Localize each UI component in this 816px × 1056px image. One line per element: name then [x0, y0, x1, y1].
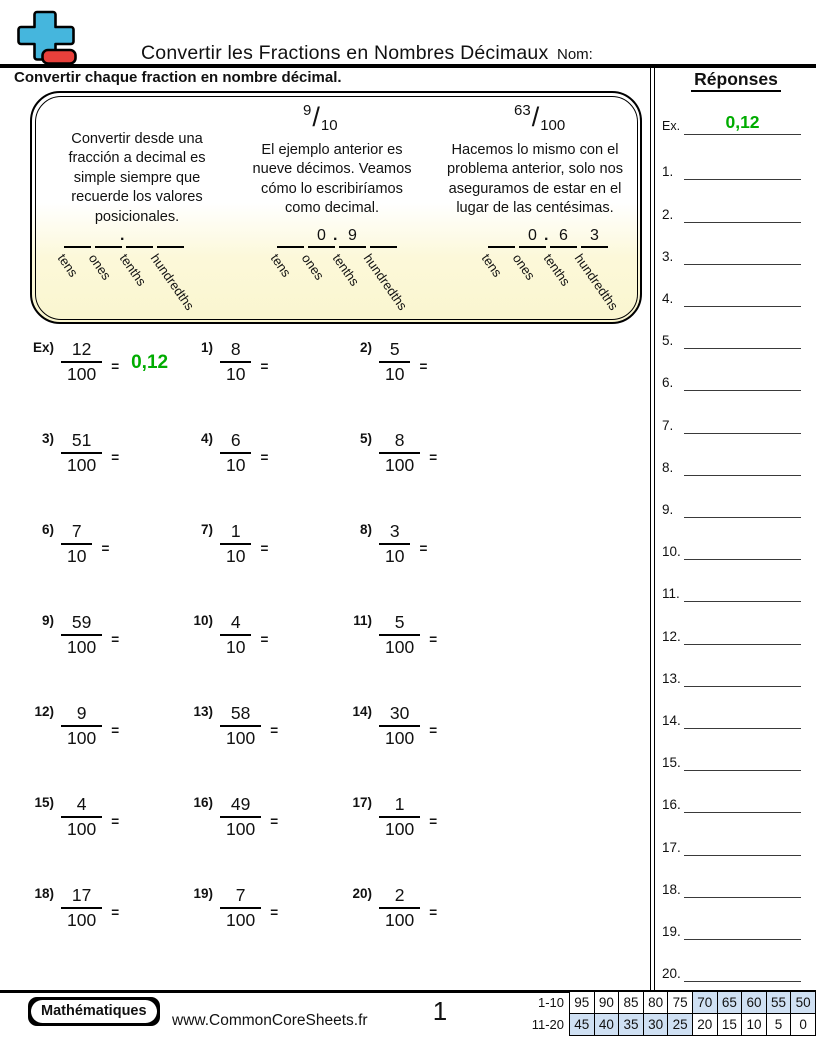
equals-sign: = — [111, 450, 120, 465]
place-value-digit — [64, 226, 91, 248]
score-cell: 20 — [692, 1014, 717, 1036]
score-cell: 70 — [692, 992, 717, 1014]
fraction — [379, 430, 420, 476]
answer-number: 6. — [662, 375, 674, 391]
equals-sign: = — [429, 905, 438, 920]
problem-number: 16) — [193, 795, 213, 810]
equals-sign: = — [111, 723, 120, 738]
brand-label: Mathématiques — [31, 1000, 157, 1023]
problem-number: 12) — [34, 704, 54, 719]
answer-blank — [684, 911, 801, 940]
problem-number: 5) — [359, 431, 372, 446]
score-cell: 90 — [594, 992, 619, 1014]
fraction — [379, 794, 420, 840]
problem — [169, 789, 328, 880]
answer-row — [660, 659, 812, 687]
answer-number: 2. — [662, 206, 674, 222]
score-cell: 40 — [594, 1014, 619, 1036]
answer-number: 13. — [662, 670, 681, 686]
answer-row — [660, 954, 812, 982]
score-cell: 55 — [766, 992, 791, 1014]
answers-title-text: Réponses — [691, 69, 781, 92]
place-value-slot — [540, 226, 577, 289]
problem — [328, 789, 487, 880]
place-value-slot — [85, 226, 125, 283]
answer-number: 9. — [662, 502, 674, 517]
answer-blank — [684, 194, 801, 223]
answer-blank — [684, 827, 801, 856]
place-value-slot — [116, 226, 153, 289]
answer-blank — [684, 106, 801, 135]
fraction — [220, 612, 251, 658]
answer-number: 7. — [662, 417, 674, 433]
answer-row — [660, 785, 812, 813]
score-table — [524, 991, 816, 1036]
problem — [10, 425, 169, 516]
fraction-denominator: 100 — [220, 907, 261, 931]
problem-number: Ex) — [32, 340, 54, 355]
fraction-denominator: 10 — [220, 634, 251, 658]
place-value-chart-3 — [478, 226, 622, 313]
fraction-numerator: 8 — [230, 339, 241, 359]
place-value-slot — [571, 226, 622, 313]
answer-number: 18. — [662, 881, 681, 897]
problem — [10, 334, 169, 425]
place-value-slot — [54, 226, 91, 280]
answer-blank — [684, 700, 801, 729]
answer-number: 4. — [662, 291, 674, 306]
equals-sign: = — [270, 814, 279, 829]
score-cell: 80 — [643, 992, 668, 1014]
problem-number: 9) — [41, 613, 54, 628]
fraction-slash: / — [312, 102, 320, 132]
problems-grid — [10, 334, 487, 971]
answer-row — [660, 363, 812, 391]
fraction-numerator: 3 — [389, 521, 400, 541]
place-value-digit: 0 — [308, 226, 335, 248]
score-range-label: 11-20 — [531, 1017, 564, 1032]
fraction-numerator: 5 — [389, 339, 400, 359]
problem-number: 1) — [200, 340, 213, 355]
equals-sign: = — [260, 359, 269, 374]
place-value-slot — [147, 226, 198, 313]
answer-number: 16. — [662, 797, 681, 813]
score-cell: 15 — [717, 1014, 742, 1036]
answer-blank — [684, 742, 801, 771]
place-value-label: ones — [509, 251, 539, 283]
fraction-denominator: 100 — [61, 725, 102, 749]
fraction-numerator: 6 — [230, 430, 241, 450]
fraction — [61, 612, 102, 658]
fraction — [61, 885, 102, 931]
answer-row — [660, 870, 812, 898]
score-range-label: 1-10 — [537, 995, 564, 1010]
place-value-chart-1 — [54, 226, 198, 313]
fraction-numerator: 5 — [394, 612, 405, 632]
fraction — [379, 612, 420, 658]
score-cell: 95 — [570, 992, 595, 1014]
place-value-label: tenths — [116, 251, 150, 289]
problem-number: 6) — [41, 522, 54, 537]
place-value-digit: 0 — [519, 226, 546, 248]
answer-number: 14. — [662, 713, 681, 728]
answer-row — [660, 406, 812, 434]
page-title: Convertir les Fractions en Nombres Décimaux — [141, 42, 549, 64]
decimal-point-icon: . — [333, 227, 338, 244]
place-value-slot — [329, 226, 366, 289]
answer-row — [660, 152, 812, 180]
fraction-numerator: 4 — [76, 794, 87, 814]
equals-sign: = — [429, 814, 438, 829]
fraction-denominator: 10 — [379, 361, 410, 385]
answer-number: 17. — [662, 839, 681, 855]
answer-blank — [684, 236, 801, 265]
website-text: www.CommonCoreSheets.fr — [172, 1012, 368, 1029]
example-paragraph-3: Hacemos lo mismo con el problema anterior, solo nos aseguramos de estar en el lugar de las centésimas. — [446, 142, 624, 217]
answer-value: 0,12 — [725, 112, 760, 132]
equals-sign: = — [260, 632, 269, 647]
fraction-denominator: 10 — [379, 543, 410, 567]
fraction — [379, 885, 420, 931]
place-value-label: ones — [298, 251, 328, 283]
problem — [169, 516, 328, 607]
answer-blank — [684, 531, 801, 560]
problem-answer: 0,12 — [131, 352, 169, 373]
score-cell: 30 — [643, 1014, 668, 1036]
equals-sign: = — [270, 905, 279, 920]
place-value-slot — [298, 226, 338, 283]
page-number: 1 — [432, 996, 448, 1026]
problem-number: 10) — [193, 613, 213, 628]
answer-blank — [684, 953, 801, 982]
fraction-numerator: 7 — [71, 521, 82, 541]
fraction — [220, 430, 251, 476]
answer-blank — [684, 405, 801, 434]
answer-number: 11. — [662, 586, 680, 602]
fraction — [61, 430, 102, 476]
problem — [169, 698, 328, 789]
problem — [10, 607, 169, 698]
problem — [328, 425, 487, 516]
place-value-label: tens — [478, 251, 506, 280]
place-value-digit — [126, 226, 153, 248]
example-paragraph-2: El ejemplo anterior es nueve décimos. Veamos cómo lo escribiríamos como decimal. — [252, 142, 412, 217]
decimal-point-icon: . — [120, 227, 125, 244]
answer-row — [660, 448, 812, 476]
fraction-denominator: 100 — [379, 816, 420, 840]
answer-number: 8. — [662, 459, 674, 475]
place-value-digit — [488, 226, 515, 248]
answer-row — [660, 107, 812, 135]
header-rule — [0, 64, 816, 68]
problem-number: 18) — [34, 886, 54, 901]
answer-blank — [684, 784, 801, 813]
answer-row — [660, 321, 812, 349]
example-paragraph-1: Convertir desde una fracción a decimal es simple siempre que recuerde los valores posicionales. — [68, 131, 206, 225]
fraction — [61, 703, 102, 749]
problem — [169, 880, 328, 971]
fraction-numerator: 59 — [71, 612, 92, 632]
answer-blank — [684, 658, 801, 687]
equals-sign: = — [270, 723, 279, 738]
fraction-denominator: 100 — [61, 634, 102, 658]
fraction-numerator: 8 — [394, 430, 405, 450]
fraction-denominator: 10 — [220, 543, 251, 567]
place-value-label: tenths — [329, 251, 363, 289]
place-value-label: hundredths — [571, 251, 622, 313]
answer-number: 5. — [662, 333, 674, 349]
name-label: Nom: — [557, 46, 593, 63]
answer-number: 3. — [662, 248, 674, 264]
fraction-numerator: 58 — [230, 703, 251, 723]
place-value-label: ones — [85, 251, 115, 283]
fraction-denominator: 10 — [220, 452, 251, 476]
fraction-numerator: 1 — [230, 521, 241, 541]
fraction-numerator: 4 — [230, 612, 241, 632]
answer-blank — [684, 151, 801, 180]
answer-row — [660, 532, 812, 560]
answer-row — [660, 743, 812, 771]
answer-row — [660, 828, 812, 856]
example-fraction-63-100 — [514, 98, 566, 134]
place-value-chart-2 — [267, 226, 411, 313]
fraction-denominator: 100 — [379, 725, 420, 749]
place-value-digit: 6 — [550, 226, 577, 248]
place-value-slot — [267, 226, 304, 280]
score-cell: 10 — [742, 1014, 767, 1036]
problem — [169, 607, 328, 698]
problem-number: 14) — [352, 704, 372, 719]
fraction-numerator: 17 — [71, 885, 92, 905]
answer-row — [660, 195, 812, 223]
fraction — [379, 339, 410, 385]
score-cell: 25 — [668, 1014, 693, 1036]
answer-row — [660, 701, 812, 729]
fraction-numerator: 9 — [76, 703, 87, 723]
problem-number: 15) — [34, 795, 54, 810]
fraction-denominator: 100 — [379, 907, 420, 931]
fraction-denominator: 10 — [61, 543, 92, 567]
fraction-denominator: 100 — [379, 634, 420, 658]
problem-number: 17) — [352, 795, 372, 810]
fraction-denominator: 10 — [220, 361, 251, 385]
problem-number: 11) — [353, 613, 372, 628]
fraction-denominator: 100 — [379, 452, 420, 476]
place-value-slot — [478, 226, 515, 280]
answer-number: 12. — [662, 628, 681, 644]
problem — [328, 698, 487, 789]
fraction-slash: / — [531, 102, 540, 132]
answer-blank — [684, 489, 801, 518]
answer-row — [660, 279, 812, 307]
score-cell: 0 — [791, 1014, 816, 1036]
equals-sign: = — [419, 359, 428, 374]
answer-number: 20. — [662, 966, 681, 982]
fraction — [61, 521, 92, 567]
fraction-denominator: 100 — [61, 816, 102, 840]
fraction-numerator: 1 — [394, 794, 405, 814]
example-fraction-numerator: 63 — [514, 102, 531, 119]
problem-number: 13) — [193, 704, 213, 719]
fraction — [220, 339, 251, 385]
place-value-digit — [370, 226, 397, 248]
problem-number: 4) — [200, 431, 213, 446]
equals-sign: = — [101, 541, 110, 556]
answer-row — [660, 574, 812, 602]
answer-blank — [684, 278, 801, 307]
answer-number: Ex. — [662, 119, 681, 133]
equals-sign: = — [260, 541, 269, 556]
place-value-label: tenths — [540, 251, 574, 289]
problem-number: 19) — [193, 886, 213, 901]
answer-blank — [684, 573, 801, 602]
equals-sign: = — [260, 450, 269, 465]
fraction — [220, 794, 261, 840]
score-cell: 35 — [619, 1014, 644, 1036]
answer-number: 1. — [662, 164, 674, 180]
example-fraction-numerator: 9 — [303, 102, 312, 119]
fraction-numerator: 2 — [394, 885, 405, 905]
problem — [328, 880, 487, 971]
problem-number: 2) — [359, 340, 372, 355]
place-value-label: hundredths — [360, 251, 411, 313]
equals-sign: = — [111, 632, 120, 647]
equals-sign: = — [111, 359, 120, 374]
problem-number: 3) — [41, 431, 54, 446]
problem — [10, 698, 169, 789]
place-value-digit: 9 — [339, 226, 366, 248]
answer-blank — [684, 616, 801, 645]
place-value-label: tens — [267, 251, 295, 280]
fraction-numerator: 12 — [71, 339, 92, 359]
score-cell: 75 — [668, 992, 693, 1014]
answer-row — [660, 490, 812, 518]
answer-number: 19. — [662, 924, 681, 939]
equals-sign: = — [429, 450, 438, 465]
equals-sign: = — [429, 723, 438, 738]
problem — [10, 789, 169, 880]
example-fraction-9-10 — [303, 98, 338, 134]
place-value-slot — [360, 226, 411, 313]
fraction-denominator: 100 — [220, 816, 261, 840]
problem-number: 20) — [352, 886, 372, 901]
answer-row — [660, 617, 812, 645]
score-cell: 65 — [717, 992, 742, 1014]
answer-blank — [684, 447, 801, 476]
fraction — [220, 521, 251, 567]
score-row — [524, 1014, 815, 1036]
answer-number: 15. — [662, 755, 681, 771]
problem-number: 7) — [200, 522, 213, 537]
brand-badge — [28, 997, 160, 1026]
score-cell: 45 — [570, 1014, 595, 1036]
score-cell: 5 — [766, 1014, 791, 1036]
problem-number: 8) — [359, 522, 372, 537]
fraction-numerator: 7 — [235, 885, 246, 905]
fraction-denominator: 100 — [220, 725, 261, 749]
problem — [10, 516, 169, 607]
answer-number: 10. — [662, 544, 681, 560]
problem — [328, 334, 487, 425]
problem — [328, 607, 487, 698]
score-cell: 60 — [742, 992, 767, 1014]
answer-blank — [684, 362, 801, 391]
fraction — [220, 885, 261, 931]
place-value-slot — [509, 226, 549, 283]
equals-sign: = — [111, 814, 120, 829]
fraction-denominator: 100 — [61, 907, 102, 931]
fraction — [379, 521, 410, 567]
fraction — [61, 794, 102, 840]
answer-blank — [684, 869, 801, 898]
fraction-numerator: 30 — [389, 703, 410, 723]
equals-sign: = — [429, 632, 438, 647]
fraction — [379, 703, 420, 749]
fraction — [61, 339, 102, 385]
instruction-text: Convertir chaque fraction en nombre décimal. — [14, 69, 342, 86]
sidebar-divider — [650, 67, 655, 990]
place-value-digit — [157, 226, 184, 248]
fraction-denominator: 100 — [61, 452, 102, 476]
answer-row — [660, 237, 812, 265]
score-cell: 50 — [791, 992, 816, 1014]
fraction — [220, 703, 261, 749]
decimal-point-icon: . — [544, 227, 549, 244]
place-value-digit: 3 — [581, 226, 608, 248]
place-value-digit — [95, 226, 125, 248]
answer-row — [660, 912, 812, 940]
fraction-numerator: 51 — [71, 430, 92, 450]
fraction-denominator: 100 — [61, 361, 102, 385]
example-fraction-denominator: 10 — [320, 117, 338, 134]
problem — [328, 516, 487, 607]
score-cell: 85 — [619, 992, 644, 1014]
place-value-label: hundredths — [147, 251, 198, 313]
place-value-digit — [277, 226, 304, 248]
fraction-numerator: 49 — [230, 794, 251, 814]
example-fraction-denominator: 100 — [540, 117, 566, 134]
score-row — [524, 992, 815, 1014]
answer-blank — [684, 320, 801, 349]
plus-minus-logo-icon — [16, 10, 78, 71]
place-value-label: tens — [54, 251, 82, 280]
problem — [169, 425, 328, 516]
problem — [10, 880, 169, 971]
equals-sign: = — [111, 905, 120, 920]
answers-title — [660, 69, 812, 90]
equals-sign: = — [419, 541, 428, 556]
problem — [169, 334, 328, 425]
